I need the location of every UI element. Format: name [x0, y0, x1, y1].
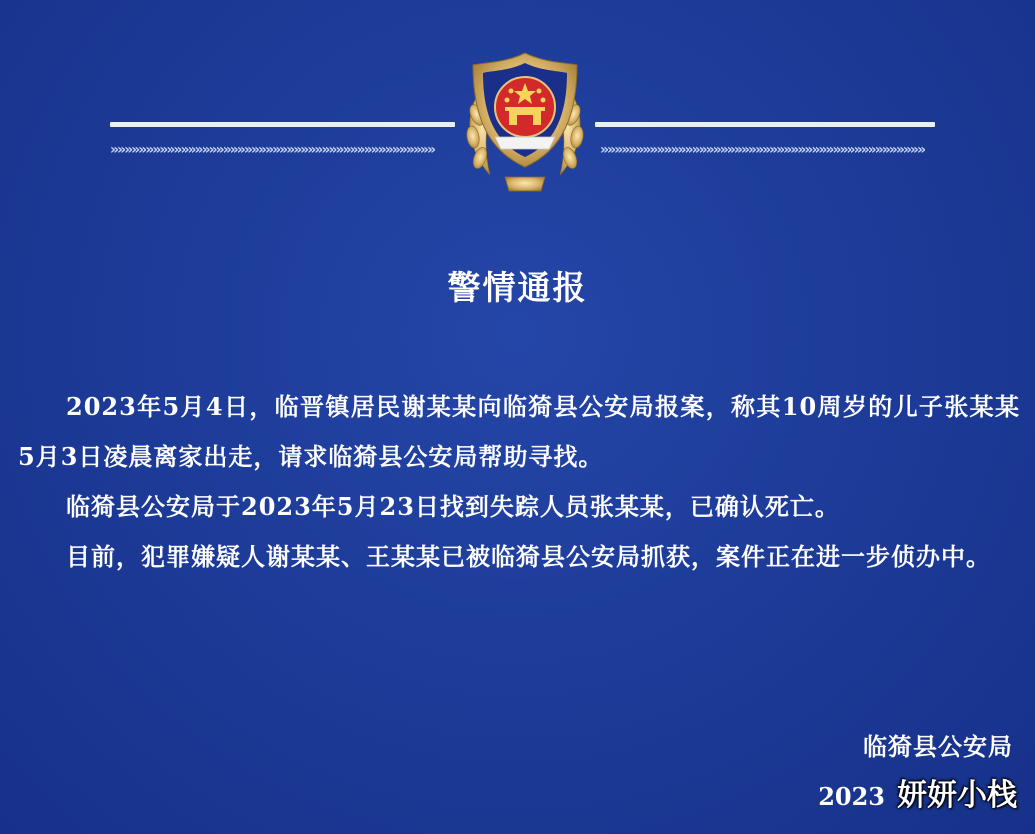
- chevron-strip-right: »»»»»»»»»»»»»»»»»»»»»»»»»»»»»»»»»»»»»»»»»»»»»»: [600, 142, 925, 158]
- notice-title: 警情通报: [447, 268, 588, 307]
- notice-paragraph: 临猗县公安局于2023年5月23日找到失踪人员张某某，已确认死亡。: [66, 492, 840, 521]
- notice-date: 2023: [818, 782, 885, 811]
- notice-body: [18, 382, 1020, 582]
- header-line-left: [110, 122, 455, 127]
- chevron-strip-left: »»»»»»»»»»»»»»»»»»»»»»»»»»»»»»»»»»»»»»»»»»»»»»: [110, 142, 435, 158]
- watermark: 妍妍小栈: [897, 778, 1017, 813]
- notice-paragraph: 目前，犯罪嫌疑人谢某某、王某某已被临猗县公安局抓获，案件正在进一步侦办中。: [66, 542, 991, 571]
- issuing-authority: 临猗县公安局: [863, 732, 1013, 761]
- notice-paragraph: 2023年5月4日，临晋镇居民谢某某向临猗县公安局报案，称其10周岁的儿子张某某5月3日凌晨离家出走，请求临猗县公安局帮助寻找。: [18, 392, 1020, 471]
- header-line-right: [595, 122, 935, 127]
- police-emblem-icon: [445, 45, 605, 205]
